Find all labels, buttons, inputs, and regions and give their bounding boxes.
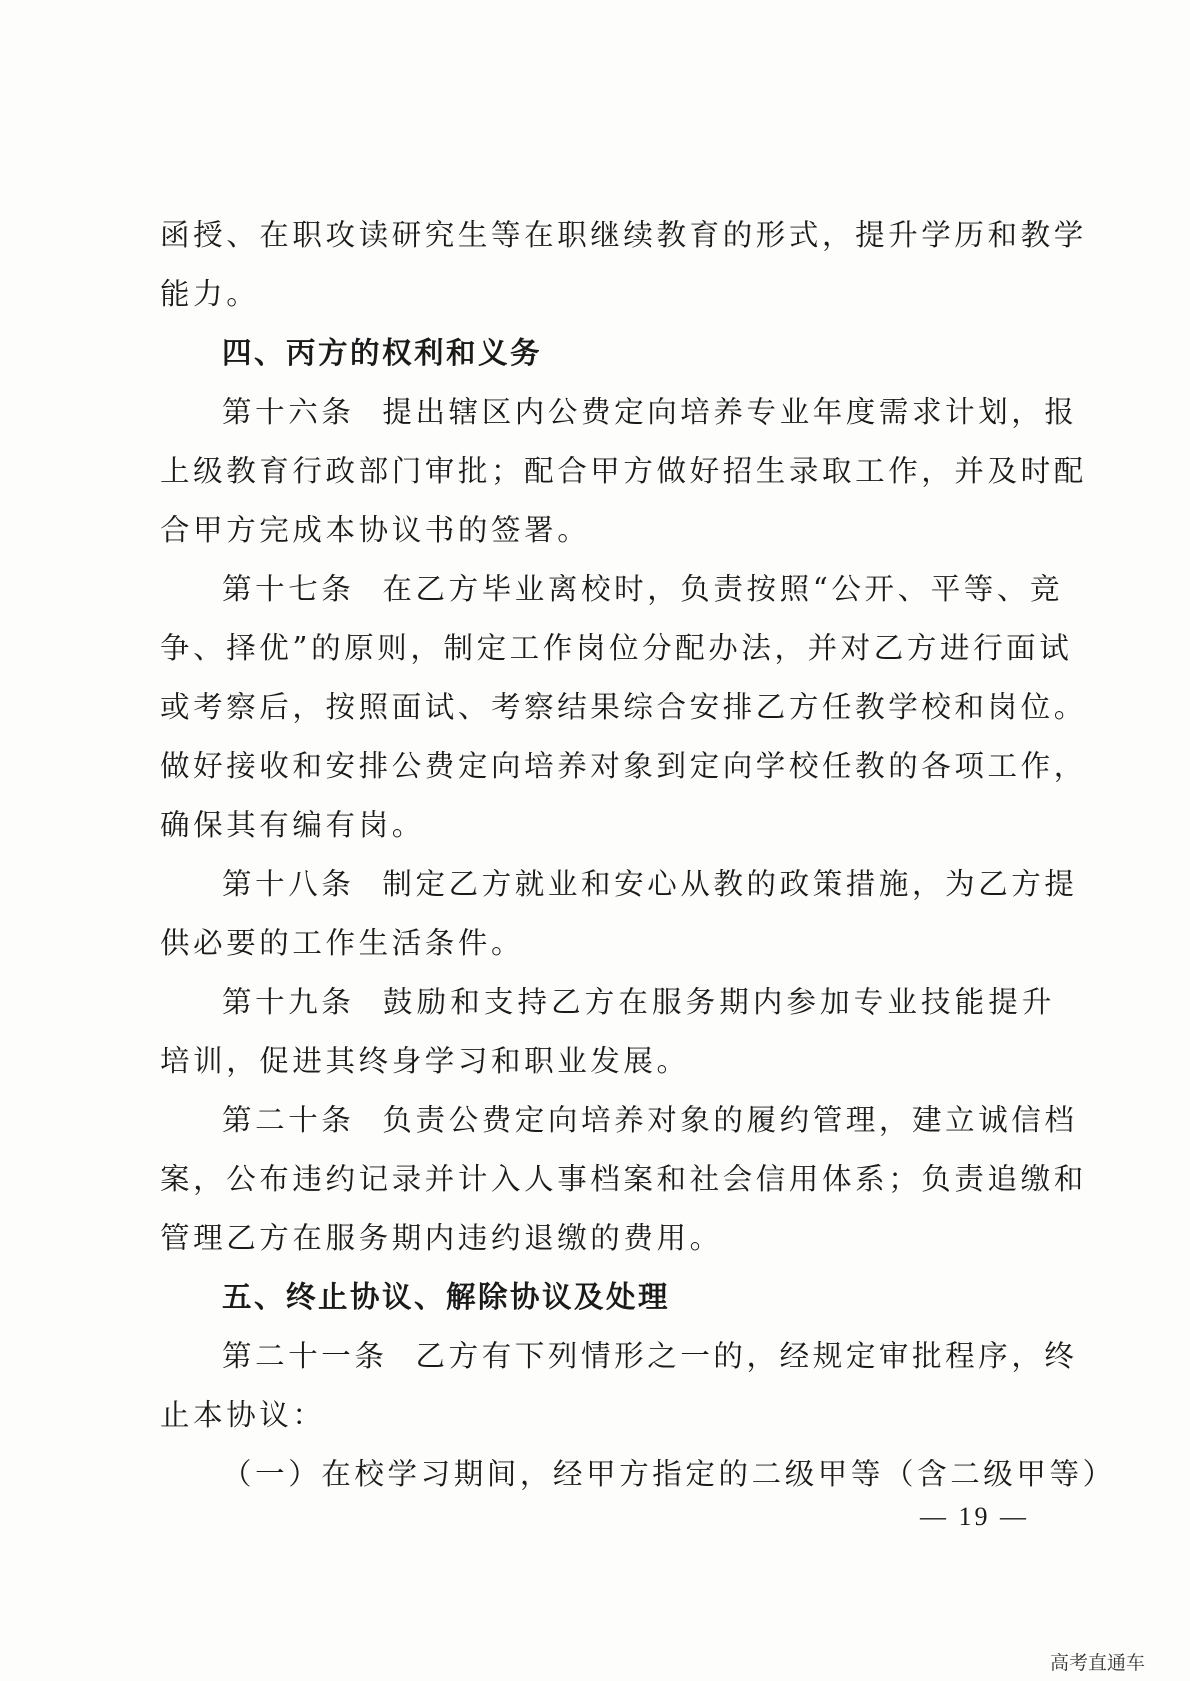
article-number: 第十七条 <box>222 572 355 606</box>
body-line: 供必要的工作生活条件。 <box>160 926 525 960</box>
article-text: 鼓励和支持乙方在服务期内参加专业技能提升 <box>382 985 1055 1019</box>
page-number: — 19 — <box>920 1502 1029 1531</box>
body-line: 或考察后，按照面试、考察结果综合安排乙方任教学校和岗位。 <box>160 690 1087 724</box>
body-line: 管理乙方在服务期内违约退缴的费用。 <box>160 1221 723 1255</box>
article-line <box>160 560 1064 619</box>
body-line: （一）在校学习期间，经甲方指定的二级甲等（含二级甲等） <box>222 1457 1116 1491</box>
article-line <box>160 1091 1078 1150</box>
document-body <box>160 206 1116 1504</box>
article-line <box>160 973 1055 1032</box>
article-line <box>160 1327 1078 1386</box>
body-line: 能力。 <box>160 277 260 311</box>
article-text: 在乙方毕业离校时，负责按照“公开、平等、竞 <box>382 572 1064 606</box>
body-line: 止本协议： <box>160 1398 326 1432</box>
article-text: 制定乙方就业和安心从教的政策措施，为乙方提 <box>382 867 1078 901</box>
body-line: 争、择优”的原则，制定工作岗位分配办法，并对乙方进行面试 <box>160 631 1073 665</box>
article-number: 第二十条 <box>222 1103 355 1137</box>
article-text: 提出辖区内公费定向培养专业年度需求计划，报 <box>382 395 1078 429</box>
article-text: 负责公费定向培养对象的履约管理，建立诚信档 <box>382 1103 1078 1137</box>
body-line: 确保其有编有岗。 <box>160 808 425 842</box>
watermark: 高考直通车 <box>1050 1652 1146 1674</box>
body-line: 上级教育行政部门审批；配合甲方做好招生录取工作，并及时配 <box>160 454 1087 488</box>
section-heading: 四、丙方的权利和义务 <box>222 336 543 370</box>
body-line: 案，公布违约记录并计入人事档案和社会信用体系；负责追缴和 <box>160 1162 1087 1196</box>
article-line <box>160 383 1078 442</box>
article-number: 第十八条 <box>222 867 355 901</box>
article-number: 第二十一条 <box>222 1339 388 1373</box>
body-line: 做好接收和安排公费定向培养对象到定向学校任教的各项工作， <box>160 749 1087 783</box>
body-line: 函授、在职攻读研究生等在职继续教育的形式，提升学历和教学 <box>160 218 1087 252</box>
article-number: 第十六条 <box>222 395 355 429</box>
article-line <box>160 855 1078 914</box>
body-line: 培训，促进其终身学习和职业发展。 <box>160 1044 690 1078</box>
article-text: 乙方有下列情形之一的，经规定审批程序，终 <box>415 1339 1078 1373</box>
article-number: 第十九条 <box>222 985 355 1019</box>
section-heading: 五、终止协议、解除协议及处理 <box>222 1280 671 1314</box>
body-line: 合甲方完成本协议书的签署。 <box>160 513 591 547</box>
